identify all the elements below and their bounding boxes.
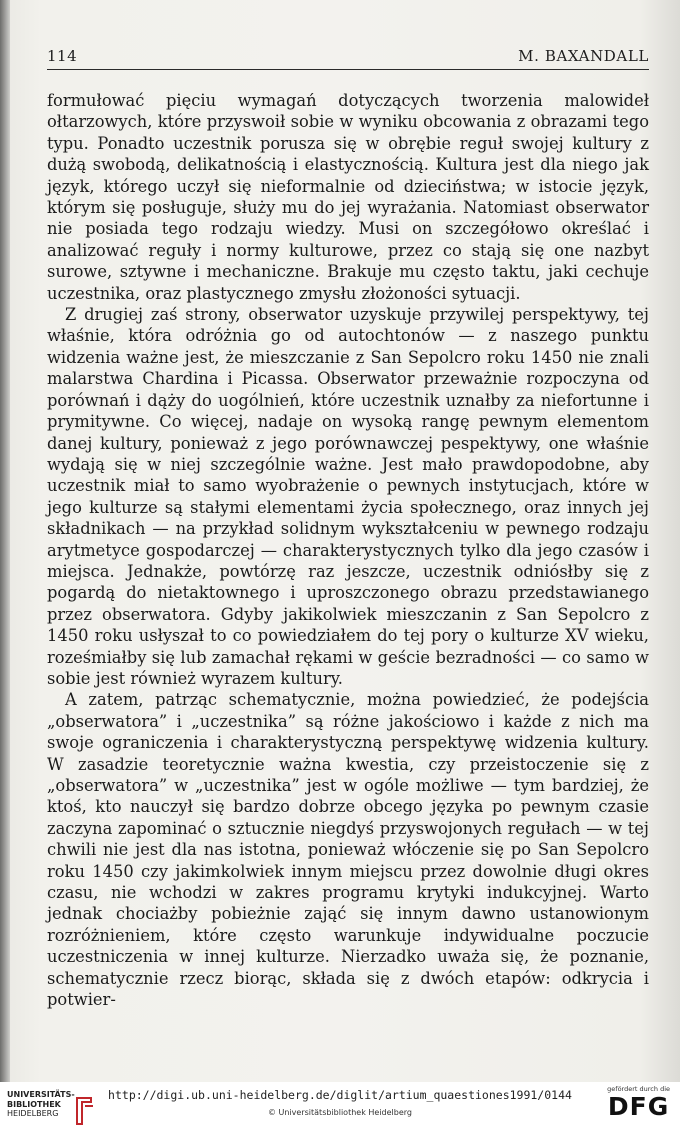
library-name-line-1: UNIVERSITÄTS- [7,1090,75,1099]
dfg-caption: gefördert durch die [607,1085,670,1093]
document-url-link[interactable]: http://digi.ub.uni-heidelberg.de/diglit/artium_quaestiones1991/0144 [108,1088,572,1102]
paragraph-3: A zatem, patrząc schematycznie, można powiedzieć, że podejścia „obserwatora” i „uczestnika” są różne jakościowo i każde z nich ma swoje ograniczenia i charakterystyczną perspektywę widzenia kultury. W zasadzie teoretycznie ważna kwestia, czy przeistoczenie się z „obserwatora” w „uczestnika” jest w ogóle możliwe — tym bardziej, że ktoś, kto nauczył się bardzo dobrze obcego języka po pewnym czasie zaczyna zapominać o sztucznie niegdyś przyswojonych regułach — w tej chwili nie jest dla nas istotna, ponieważ włóczenie się po San Sepolcro roku 1450 czy jakimkolwiek innym miejscu przez dowolnie długi okres czasu, nie wchodzi w zakres programu krytyki indukcyjnej. Warto jednak chociażby pobieżnie zająć się innym dawno ustanowionym rozróżnieniem, które często warunkuje indywidualne poczucie uczestniczenia w innej kulturze. Nierzadko uważa się, że poznanie, schematycznie rzecz biorąc, składa się z dwóch etapów: odkrycia i potwier- [47,690,649,1010]
book-spine-shadow [0,0,10,1082]
paragraph-2: Z drugiej zaś strony, obserwator uzyskuje przywilej perspektywy, tej właśnie, która odróżnia go od autochtonów — z naszego punktu widzenia ważne jest, że mieszczanie z San Sepolcro roku 1450 nie znali malarstwa Chardina i Picassa. Obserwator przeważnie rozpoczyna od porównań i dąży do uogólnień, które uczestnik uznałby za niefortunne i prymitywne. Co więcej, nadaje on wysoką rangę pewnym elementom danej kultury, ponieważ z jego porównawczej pespektywy, one właśnie wydają się w niej szczególnie ważne. Jest mało prawdopodobne, aby uczestnik miał to samo wyobrażenie o pewnych instytucjach, które w jego kulturze są stałymi elementami życia społecznego, oraz innych jej składnikach — na przykład solidnym wykształceniu w pewnego rodzaju arytmetyce gospodarczej — charakterystycznych tylko dla jego czasów i miejsca. Jednakże, powtórzę raz jeszcze, uczestnik odniósłby się z pogardą do nietaktownego i uproszczonego obrazu przedstawianego przez obserwatora. Gdyby jakikolwiek mieszczanin z San Sepolcro z 1450 roku usłyszał to co powiedziałem do tej pory o kulturze XV wieku, roześmiałby się lub zamachał rękami w geście bezradności — co samo w sobie jest również wyrazem kultury. [47,305,649,688]
paragraph-1: formułować pięciu wymagań dotyczących tworzenia malowideł ołtarzowych, które przyswoił sobie w wyniku obcowania z obrazami tego typu. Ponadto uczestnik porusza się w obrębie reguł swojej kultury z dużą swobodą, delikatnością i elastycznością. Kultura jest dla niego jak język, którego uczył się nieformalnie od dzieciństwa; w istocie język, którym się posługuje, służy mu do jej wyrażania. Natomiast obserwator nie posiada tego rodzaju wiedzy. Musi on szczegółowo określać i analizować reguły i normy kulturowe, przez co stają się one nazbyt surowe, sztywne i mechaniczne. Brakuje mu często taktu, jaki cechuje uczestnika, oraz plastycznego zmysłu złożoności sytuacji. [47,91,649,303]
dfg-logo-text: DFG [607,1092,670,1121]
viewer-footer [0,1082,680,1130]
body-text [47,90,649,1010]
library-name-line-3: HEIDELBERG [7,1109,59,1118]
page-header [47,47,649,70]
page-number: 114 [47,47,78,65]
copyright-notice: © Universitätsbibliothek Heidelberg [267,1108,412,1117]
running-head-author: M. BAXANDALL [518,47,649,65]
library-name-line-2: BIBLIOTHEK [7,1099,61,1109]
dfg-logo[interactable] [607,1085,670,1121]
